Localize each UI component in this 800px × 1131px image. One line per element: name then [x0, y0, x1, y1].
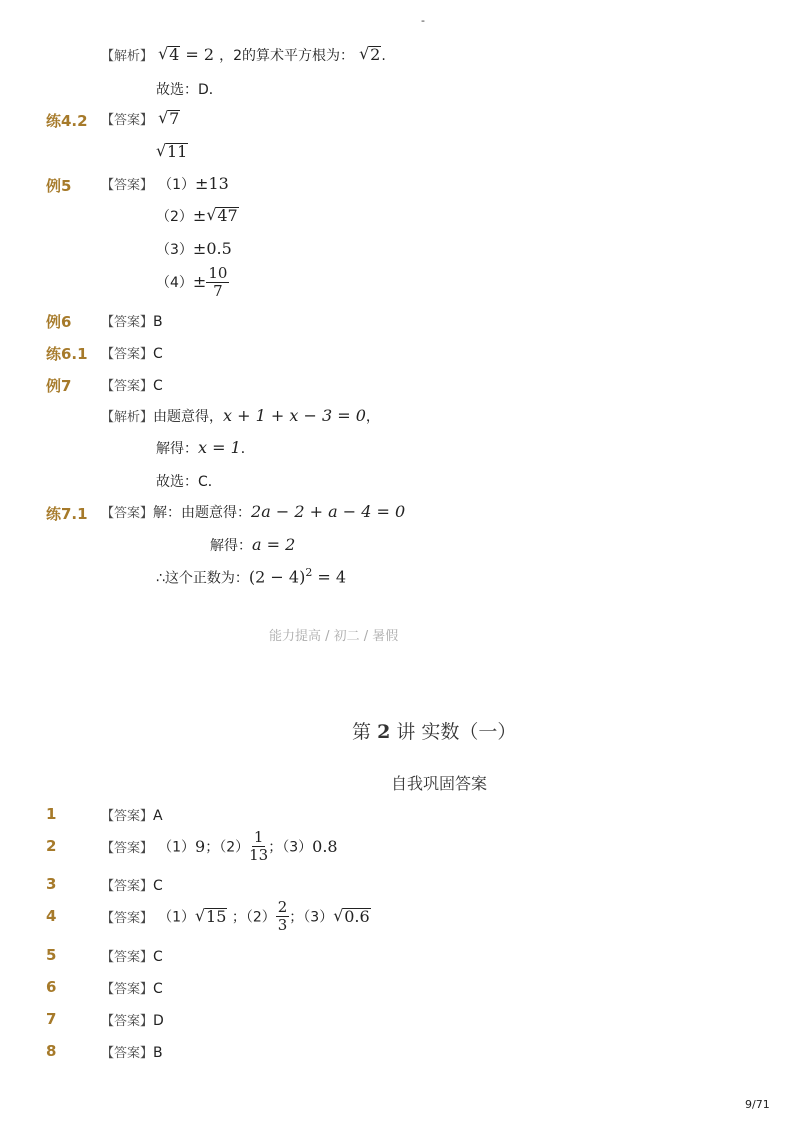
section-title: 第 2 讲 实数（一）: [352, 721, 517, 743]
part-label: （2）: [156, 209, 193, 225]
answer-ex5-1: [101, 174, 229, 194]
answer-number-4: 4: [46, 907, 57, 925]
answer-l61: [101, 343, 163, 362]
answer-number-1: 1: [46, 805, 57, 823]
answer-number-2: 2: [46, 837, 57, 855]
item-number-ex6: 例6: [46, 313, 72, 331]
analysis-ex7: [101, 406, 380, 426]
value: ±13: [195, 174, 229, 193]
answer-6: 【答案】C: [101, 981, 163, 997]
answer-number-5: 5: [46, 946, 57, 964]
sqrt11: √ 11: [156, 141, 188, 161]
period: ．: [240, 441, 255, 457]
answer-number-8: 8: [46, 1042, 57, 1060]
item-number-ex7: 例7: [46, 377, 72, 395]
analysis-text: 由题意得，: [153, 409, 224, 425]
answer-tag: 【答案】: [101, 347, 154, 362]
part-label: （4）: [156, 275, 193, 291]
equation: 2a − 2 + a − 4 = 0: [251, 502, 406, 521]
final-l71: [156, 566, 346, 587]
sub-title: 自我巩固答案: [391, 774, 488, 793]
answer-value: B: [153, 314, 163, 330]
answer-l71: [101, 502, 405, 522]
answer-ex6: [101, 311, 163, 330]
solution-label: 解得：: [210, 538, 252, 554]
plus-minus: ±: [192, 272, 207, 291]
value: ± √ 47: [192, 205, 238, 225]
top-mark: -: [421, 14, 425, 27]
solution-l71: [210, 535, 295, 555]
analysis-text: ，2的算术平方根为：: [219, 48, 355, 64]
part-label: （1）: [158, 177, 196, 193]
analysis-tag: 【解析】: [101, 49, 154, 64]
answer-ex5-3: [156, 239, 232, 259]
comma: ，: [365, 409, 380, 425]
answer-tag: 【答案】: [101, 379, 154, 394]
solution-label: 解得：: [156, 441, 198, 457]
answer-3: 【答案】C: [101, 878, 163, 894]
value: ±0.5: [192, 239, 232, 258]
page-footer-breadcrumb: 能力提高 / 初二 / 暑假: [269, 629, 399, 644]
answer-tag: 【答案】: [101, 178, 154, 193]
solution-ex7: [156, 438, 255, 458]
answer-number-7: 7: [46, 1010, 57, 1028]
answer-number-3: 3: [46, 875, 57, 893]
solution-value: a = 2: [252, 535, 296, 554]
answer-7: 【答案】D: [101, 1013, 164, 1029]
answer-ex5-4: [156, 265, 229, 300]
answer-number-6: 6: [46, 978, 57, 996]
answer-ex7: [101, 375, 163, 394]
item-number-l71: 练7.1: [46, 505, 88, 523]
analysis-line-1: [101, 45, 386, 65]
item-number-l61: 练6.1: [46, 345, 88, 363]
choice-c: 故选：C．: [156, 474, 222, 490]
final-result: = 4: [312, 567, 347, 587]
solution-text: 解：由题意得：: [153, 505, 252, 521]
answer-8: 【答案】B: [101, 1045, 163, 1061]
final-expr: (2 − 4): [248, 567, 306, 587]
item-number-l42: 练4.2: [46, 112, 88, 130]
fraction: $\frac{10}{7}$: [208, 264, 228, 300]
answer-value: C: [153, 346, 163, 362]
exponent: 2: [305, 566, 313, 579]
analysis-tag: 【解析】: [101, 410, 154, 425]
answer-tag: 【答案】: [101, 315, 154, 330]
item-number-ex5: 例5: [46, 177, 72, 195]
answer-tag: 【答案】: [101, 506, 154, 521]
answer-l42: [101, 109, 180, 128]
equation: x + 1 + x − 3 = 0: [223, 406, 366, 425]
choice-d: 故选：D．: [156, 82, 223, 98]
period: .: [381, 48, 386, 64]
sqrt7: √ 7: [158, 108, 180, 128]
sqrt4-expr: √ 4 = 2: [158, 44, 220, 64]
sqrt2-expr: √ 2: [359, 44, 381, 64]
answer-value: C: [153, 378, 163, 394]
answer-4: 【答案】 （1） √ 15 ；（2） $\frac{2}{3}$ ；（3） √ 0.6: [101, 898, 370, 934]
solution-value: x = 1: [198, 438, 241, 457]
final-label: ∴这个正数为：: [156, 570, 249, 587]
part-label: （3）: [156, 242, 193, 258]
answer-tag: 【答案】: [101, 113, 154, 128]
answer-5: 【答案】C: [101, 949, 163, 965]
answer-2: 【答案】 （1）9；（2） $\frac{1}{13}$ ；（3）0.8: [101, 828, 338, 864]
page-number: 9/71: [745, 1098, 770, 1111]
answer-1: 【答案】A: [101, 808, 163, 824]
answer-ex5-2: [156, 206, 239, 226]
